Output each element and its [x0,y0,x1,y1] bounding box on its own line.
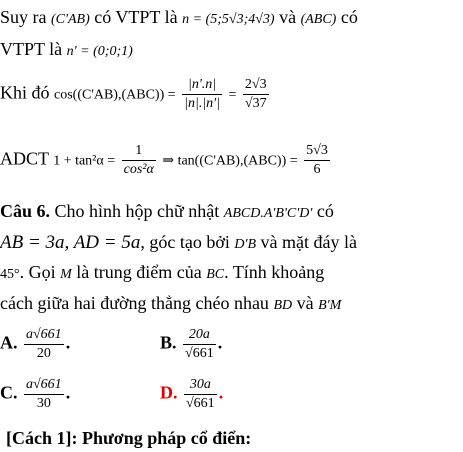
fraction-cos-formula [182,76,222,113]
line-3 [0,76,271,113]
text-adct: ADCT [0,148,49,169]
question-text: Cho hình hộp chữ nhật [54,201,220,221]
math-condition: AB = 3a, AD = 5a [0,232,141,253]
answer-a-label: A. [0,332,18,353]
fraction-denominator: √661 [185,346,214,361]
question-text: . Tính khoảng [224,262,325,282]
question-text: . Gọi [19,262,56,282]
answer-b [160,326,222,363]
fraction-tan-value [304,142,330,179]
answer-b-end: . [217,332,223,353]
question-line-3 [0,261,324,286]
fraction-numerator: 30a [184,376,217,395]
answer-c-end: . [65,382,71,403]
fraction-numerator: a√661 [24,326,64,345]
question-text: và mặt đáy là [260,232,357,252]
answer-a-fraction [24,326,64,363]
fraction-denominator: 6 [313,162,321,177]
line-1 [0,6,358,31]
fraction-numerator: 5√3 [304,142,330,161]
answer-a [0,326,70,363]
question-text: , góc tạo bởi [140,232,230,252]
fraction-denominator: 20 [36,346,51,361]
fraction-numerator: 20a [183,326,216,345]
answer-d-end: . [218,382,224,403]
math-tan-expression: ⇒ tan((C'AB),(ABC)) = [162,153,298,169]
math-normal-vector-n-prime: n' = (0;0;1) [66,44,133,59]
fraction-denominator: |n|.|n'| [184,96,221,111]
text-va: và [279,7,297,27]
fraction-denominator: 30 [36,396,51,411]
math-plane-abc: (ABC) [300,12,337,27]
question-text: là trung điểm của [76,262,202,282]
answer-a-end: . [65,332,71,353]
math-equals: = [228,87,237,103]
fraction-cos-value [243,76,269,113]
answer-c [0,376,70,413]
math-normal-vector-n: n = (5;5√3;4√3) [182,12,275,27]
math-segment-db: D'B [234,237,256,252]
math-point-m: M [60,267,72,282]
question-text: và [296,293,314,313]
math-angle: 45° [0,267,20,282]
text-vtpt-la: VTPT là [0,39,63,59]
fraction-denominator: √661 [186,396,215,411]
fraction-denominator: cos²α [123,162,154,177]
text-vtpt: có VTPT là [94,7,178,27]
fraction-denominator: √37 [244,96,267,111]
answer-d-label: D. [160,382,178,403]
answer-c-fraction [24,376,64,413]
line-2 [0,38,133,63]
question-text: có [316,201,334,221]
math-plane-c-ab: (C'AB) [51,12,90,27]
answer-d [160,376,223,413]
math-segment-bm: B'M [318,298,342,313]
fraction-numerator: a√661 [24,376,64,395]
answer-b-fraction [183,326,216,363]
answer-d-fraction [184,376,217,413]
math-box-name: ABCD.A'B'C'D' [223,206,313,221]
fraction-numerator: 2√3 [243,76,269,95]
question-line-4 [0,292,341,317]
line-4 [0,142,332,179]
question-text: cách giữa hai đường thẳng chéo nhau [0,293,269,313]
fraction-identity [122,142,156,179]
answer-c-label: C. [0,382,18,403]
text-khi-do: Khi đó [0,82,50,103]
answer-b-label: B. [160,332,177,353]
math-cos-expression: cos((C'AB),(ABC)) = [54,87,176,103]
math-segment-bc: BC [206,267,225,282]
fraction-numerator: 1 [122,142,156,161]
math-segment-bd: BD [273,298,293,313]
fraction-numerator: |n'.n| [182,76,222,95]
method-heading: [Cách 1]: Phương pháp cổ điển: [6,428,252,448]
text-co: có [340,7,358,27]
question-label: Câu 6. [0,201,51,221]
text-suy-ra: Suy ra [0,7,47,27]
math-identity-lhs: 1 + tan²α = [53,153,116,169]
question-line-1 [0,200,334,225]
question-line-2 [0,231,357,256]
